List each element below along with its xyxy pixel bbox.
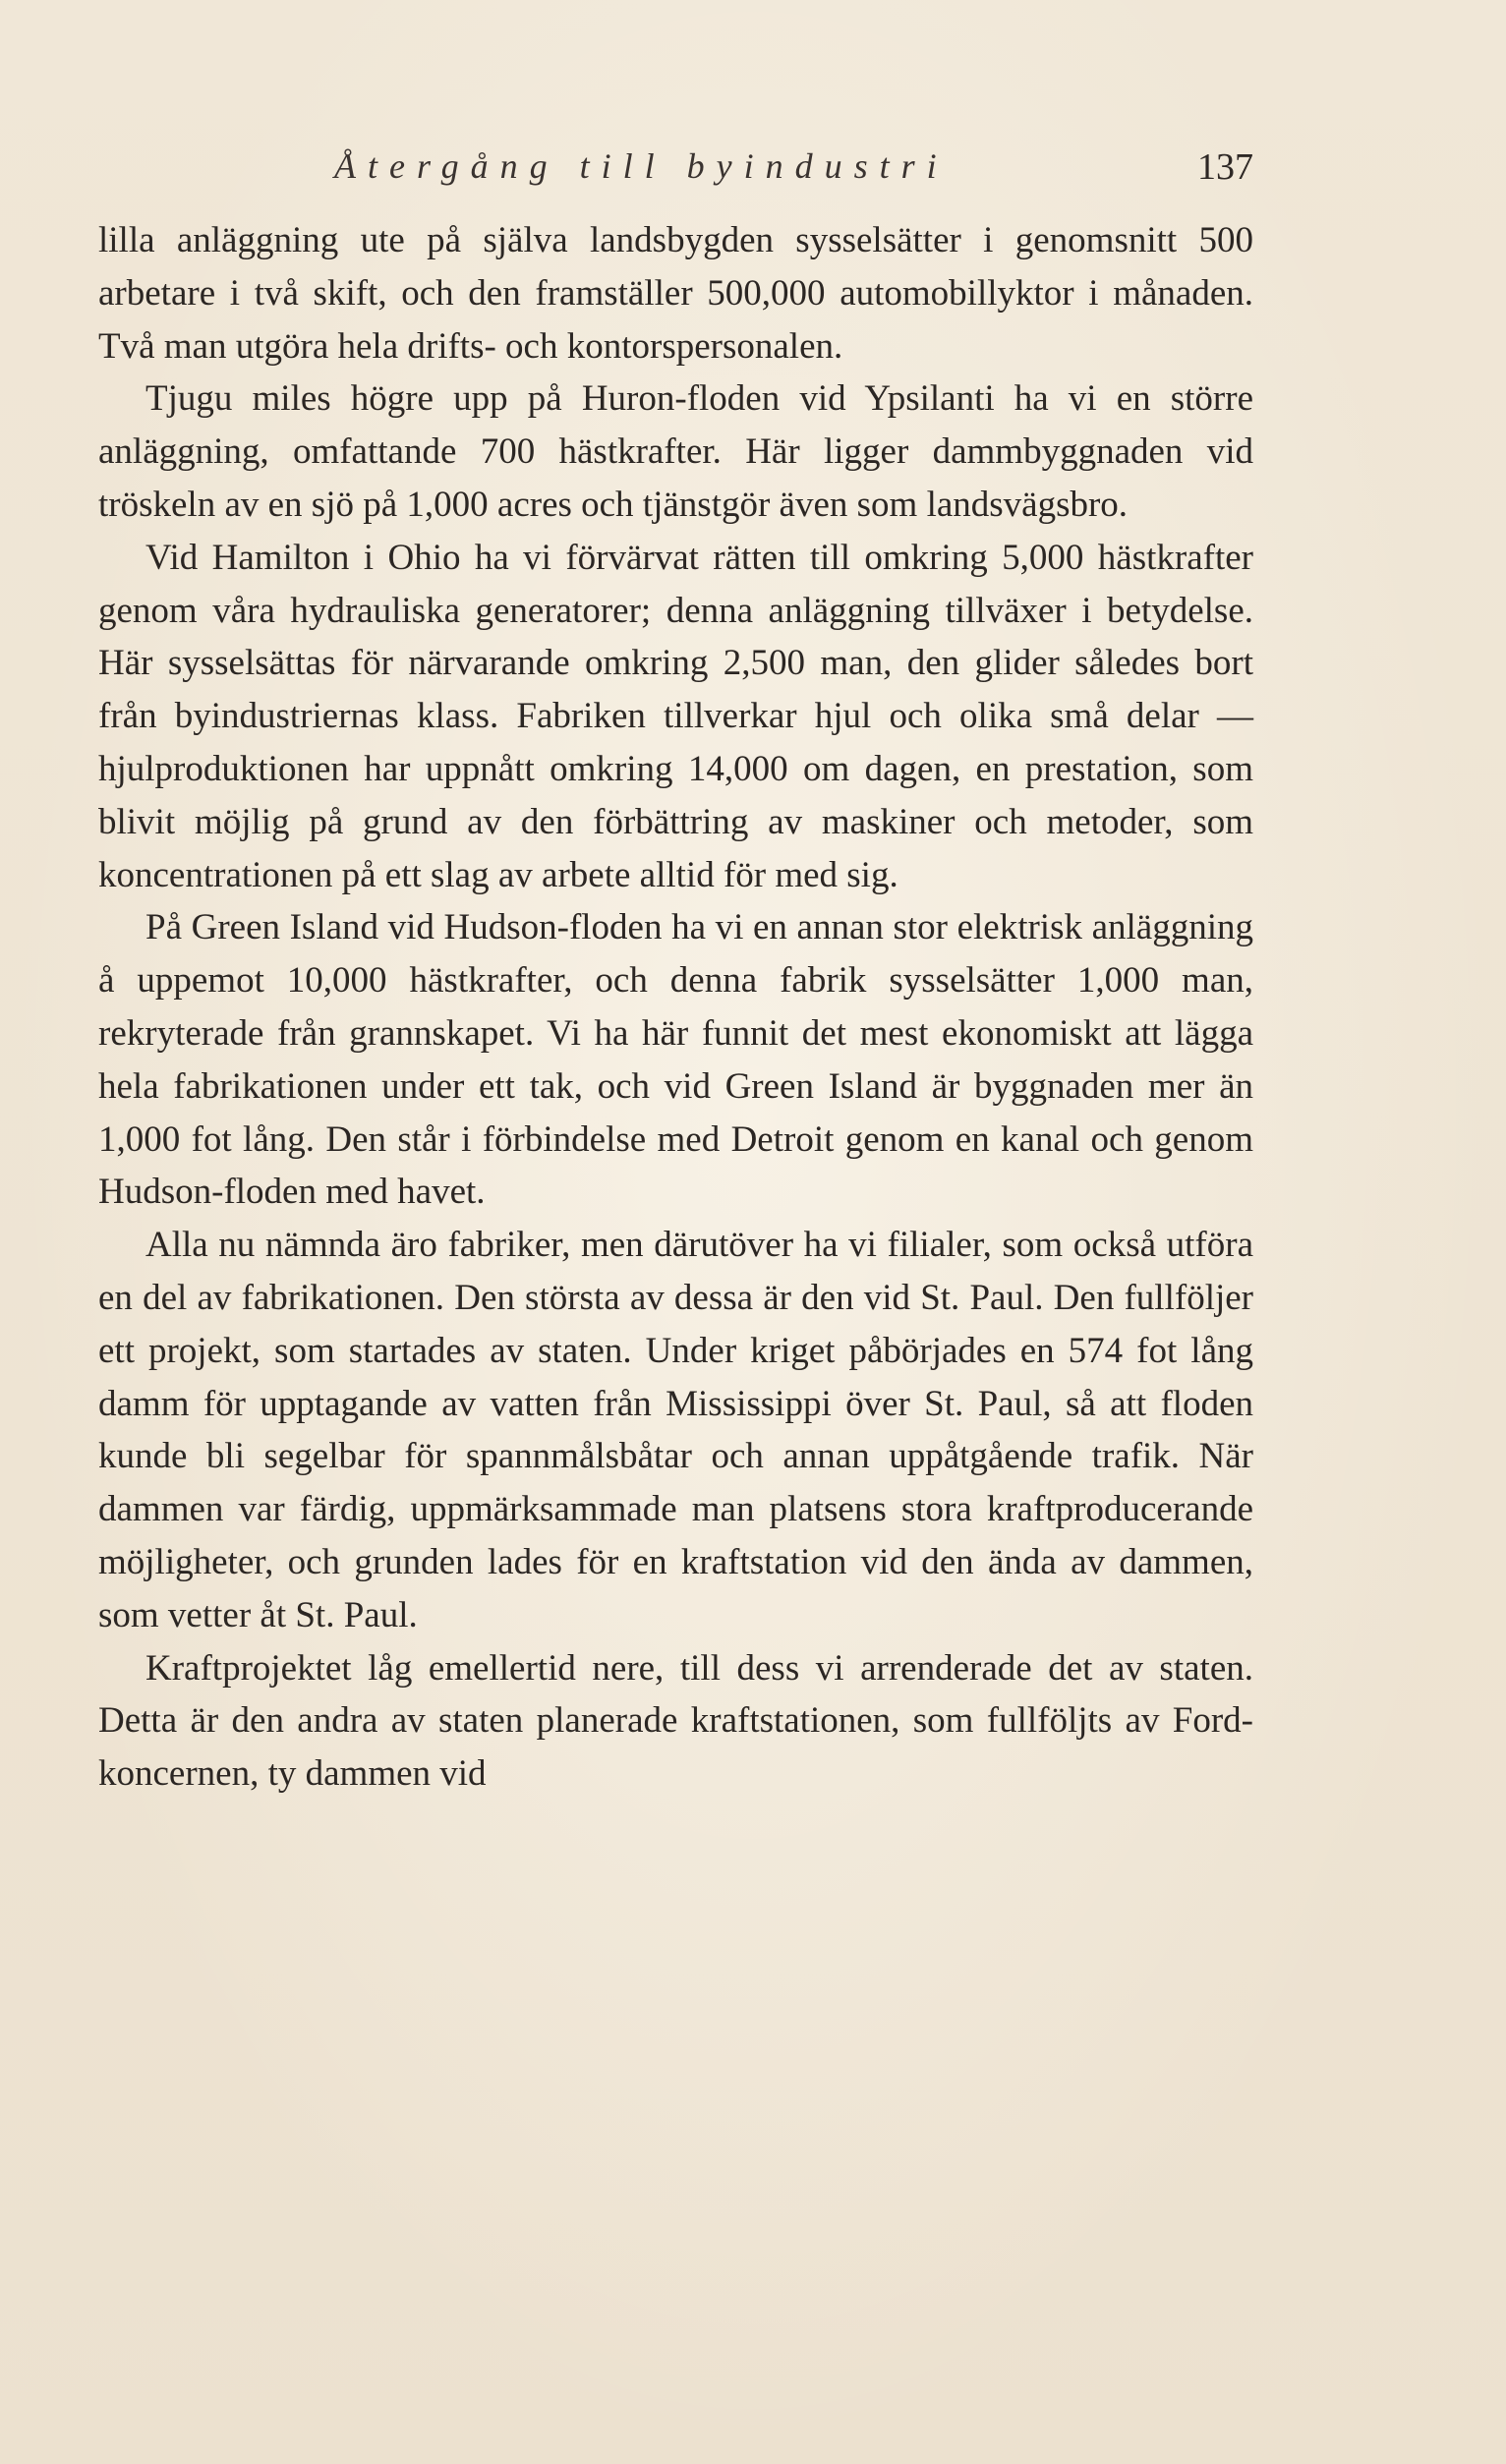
paragraph: På Green Island vid Hudson-floden ha vi en annan stor elektrisk anläggning å uppemot 10,000 hästkrafter, och denna fabrik sysselsätter 1,000 man, rekryterade från grannskapet. Vi ha här funnit det mest ekonomiskt att lägga hela fabrikationen under ett tak, och vid Green Island är byggnaden mer än 1,000 fot lång. Den står i förbindelse med Detroit genom en kanal och genom Hudson-floden med havet. <box>98 907 1253 1213</box>
page-number: 137 <box>1197 146 1253 188</box>
page-header <box>98 145 1253 204</box>
paragraph: Kraftprojektet låg emellertid nere, till dess vi arrenderade det av staten. Detta är den andra av staten planerade kraftstationen, som fullföljts av Ford-koncernen, ty dammen vid <box>98 1647 1253 1795</box>
paragraph: Vid Hamilton i Ohio ha vi förvärvat rätten till omkring 5,000 hästkrafter genom våra hydrauliska generatorer; denna anläggning tillväxer i betydelse. Här sysselsättas för närvarande omkring 2,500 man, den glider således bort från byindustriernas klass. Fabriken tillverkar hjul och olika små delar — hjulproduktionen har uppnått omkring 14,000 om dagen, en prestation, som blivit möjlig på grund av den förbättring av maskiner och metoder, som koncentrationen på ett slag av arbete alltid för med sig. <box>98 537 1253 895</box>
body-text <box>98 214 1253 1801</box>
paragraph: lilla anläggning ute på själva landsbygden sysselsätter i genomsnitt 500 arbetare i två skift, och den framställer 500,000 automobillyktor i månaden. Två man utgöra hela drifts- och kontorspersonalen. <box>98 220 1253 367</box>
running-title: Återgång till byindustri <box>334 146 949 186</box>
paragraph: Alla nu nämnda äro fabriker, men därutöver ha vi filialer, som också utföra en del av fabrikationen. Den största av dessa är den vid St. Paul. Den fullföljer ett projekt, som startades av staten. Under kriget påbörjades en 574 fot lång damm för upptagande av vatten från Mississippi över St. Paul, så att floden kunde bli segelbar för spannmålsbåtar och annan uppåtgående trafik. När dammen var färdig, uppmärksammade man platsens stora kraftproducerande möjligheter, och grunden lades för en kraftstation vid den ända av dammen, som vetter åt St. Paul. <box>98 1225 1253 1635</box>
paragraph: Tjugu miles högre upp på Huron-floden vid Ypsilanti ha vi en större anläggning, omfattande 700 hästkrafter. Här ligger dammbyggnaden vid tröskeln av en sjö på 1,000 acres och tjänstgör även som landsvägsbro. <box>98 378 1253 525</box>
